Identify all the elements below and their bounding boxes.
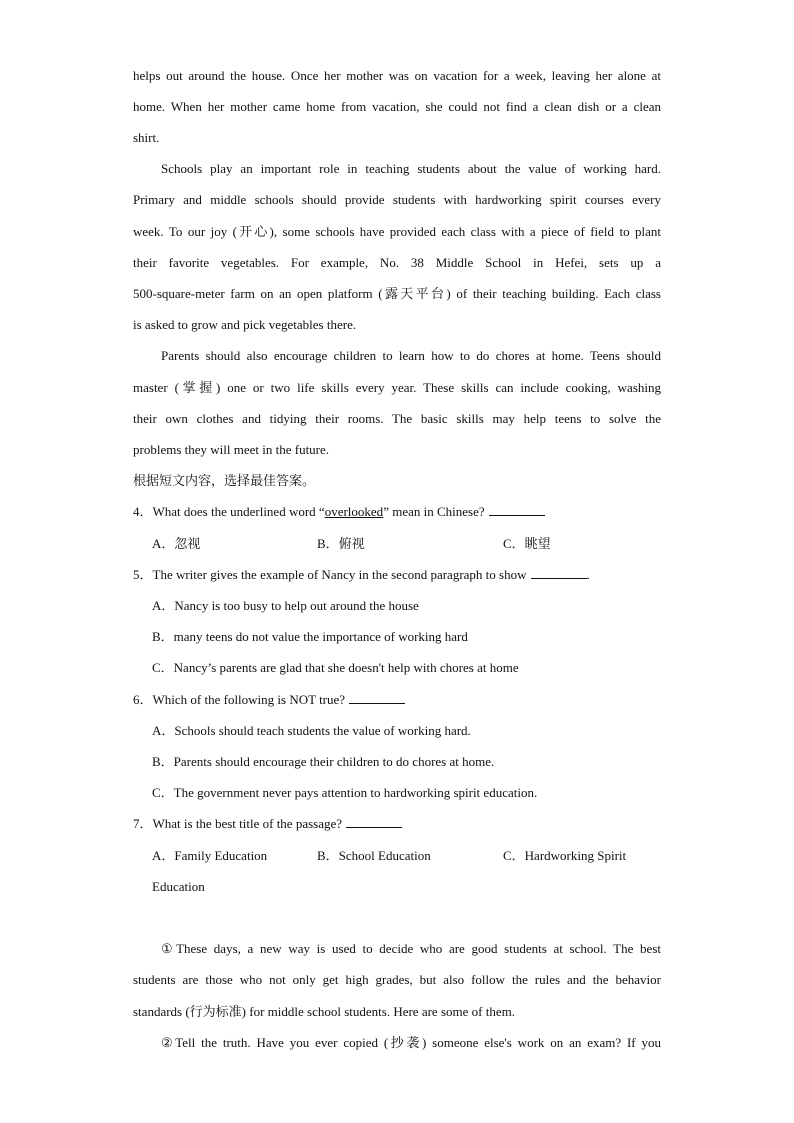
q5-option-c[interactable]: C．Nancy’s parents are glad that she doesn't help with chores at home — [152, 660, 519, 675]
answer-blank[interactable] — [346, 815, 402, 828]
q7-option-c-continued: Education — [152, 879, 205, 894]
question-6 — [133, 690, 661, 710]
q6-option-a[interactable]: A．Schools should teach students the value of working hard. — [152, 723, 471, 738]
instruction: 根据短文内容，选择最佳答案。 — [133, 473, 316, 488]
q4-option-b[interactable]: B．俯视 — [317, 536, 365, 551]
question-5: 5．The writer gives the example of Nancy in the second paragraph to show . — [133, 567, 590, 582]
passage-line: ②Tell the truth. Have you ever copied (抄袭) someone else's work on an exam? If you — [161, 1035, 661, 1050]
passage-line: Primary and middle schools should provide students with hardworking spirit courses every — [133, 192, 661, 207]
q5-option-b[interactable]: B．many teens do not value the importance of working hard — [152, 629, 468, 644]
q6-option-b[interactable]: B．Parents should encourage their children to do chores at home. — [152, 754, 495, 769]
question-4-suffix: ” mean in Chinese? — [383, 504, 485, 519]
passage-line: week. To our joy (开心), some schools have provided each class with a piece of field to plant — [133, 224, 661, 239]
passage-line: 500-square-meter farm on an open platform (露天平台) of their teaching building. Each class — [133, 286, 661, 301]
q7-option-c[interactable]: C．Hardworking Spirit — [503, 848, 627, 863]
q5-option-a[interactable]: A．Nancy is too busy to help out around the house — [152, 598, 419, 613]
passage-line: standards (行为标准) for middle school students. Here are some of them. — [133, 1004, 515, 1019]
underlined-word: overlooked — [324, 504, 384, 519]
q6-option-c[interactable]: C．The government never pays attention to hardworking spirit education. — [152, 785, 538, 800]
q7-option-b[interactable]: B．School Education — [317, 848, 431, 863]
q4-option-c[interactable]: C．眺望 — [503, 536, 551, 551]
question-7 — [133, 814, 661, 834]
q7-option-a[interactable]: A．Family Education — [152, 848, 268, 863]
passage-line: ①These days, a new way is used to decide who are good students at school. The best — [161, 941, 661, 956]
passage-line: Schools play an important role in teaching students about the value of working hard. — [161, 161, 661, 176]
passage-line: helps out around the house. Once her mother was on vacation for a week, leaving her alone at — [133, 68, 661, 83]
answer-blank[interactable] — [531, 566, 587, 579]
passage-line: master (掌握) one or two life skills every year. These skills can include cooking, washing — [133, 380, 661, 395]
passage-line: Parents should also encourage children to learn how to do chores at home. Teens should — [161, 348, 661, 363]
passage-line: problems they will meet in the future. — [133, 442, 330, 457]
passage-line: their own clothes and tidying their rooms. The basic skills may help teens to solve the — [133, 411, 661, 426]
passage-line: shirt. — [133, 130, 160, 145]
answer-blank[interactable] — [489, 503, 545, 516]
passage-line: students are those who not only get high grades, but also follow the rules and the behavior — [133, 972, 661, 987]
question-4 — [133, 502, 661, 522]
answer-blank[interactable] — [349, 691, 405, 704]
passage-line: their favorite vegetables. For example, No. 38 Middle School in Hefei, sets up a — [133, 255, 661, 270]
question-7-stem: 7．What is the best title of the passage? — [133, 816, 343, 831]
question-6-stem: 6．Which of the following is NOT true? — [133, 692, 346, 707]
passage-line: home. When her mother came home from vacation, she could not find a clean dish or a clean — [133, 99, 661, 114]
passage-line: is asked to grow and pick vegetables there. — [133, 317, 357, 332]
question-4-prefix: 4．What does the underlined word “ — [133, 504, 325, 519]
q4-option-a[interactable]: A．忽视 — [152, 536, 201, 551]
question-5-stem: 5．The writer gives the example of Nancy in the second paragraph to show — [133, 567, 527, 582]
